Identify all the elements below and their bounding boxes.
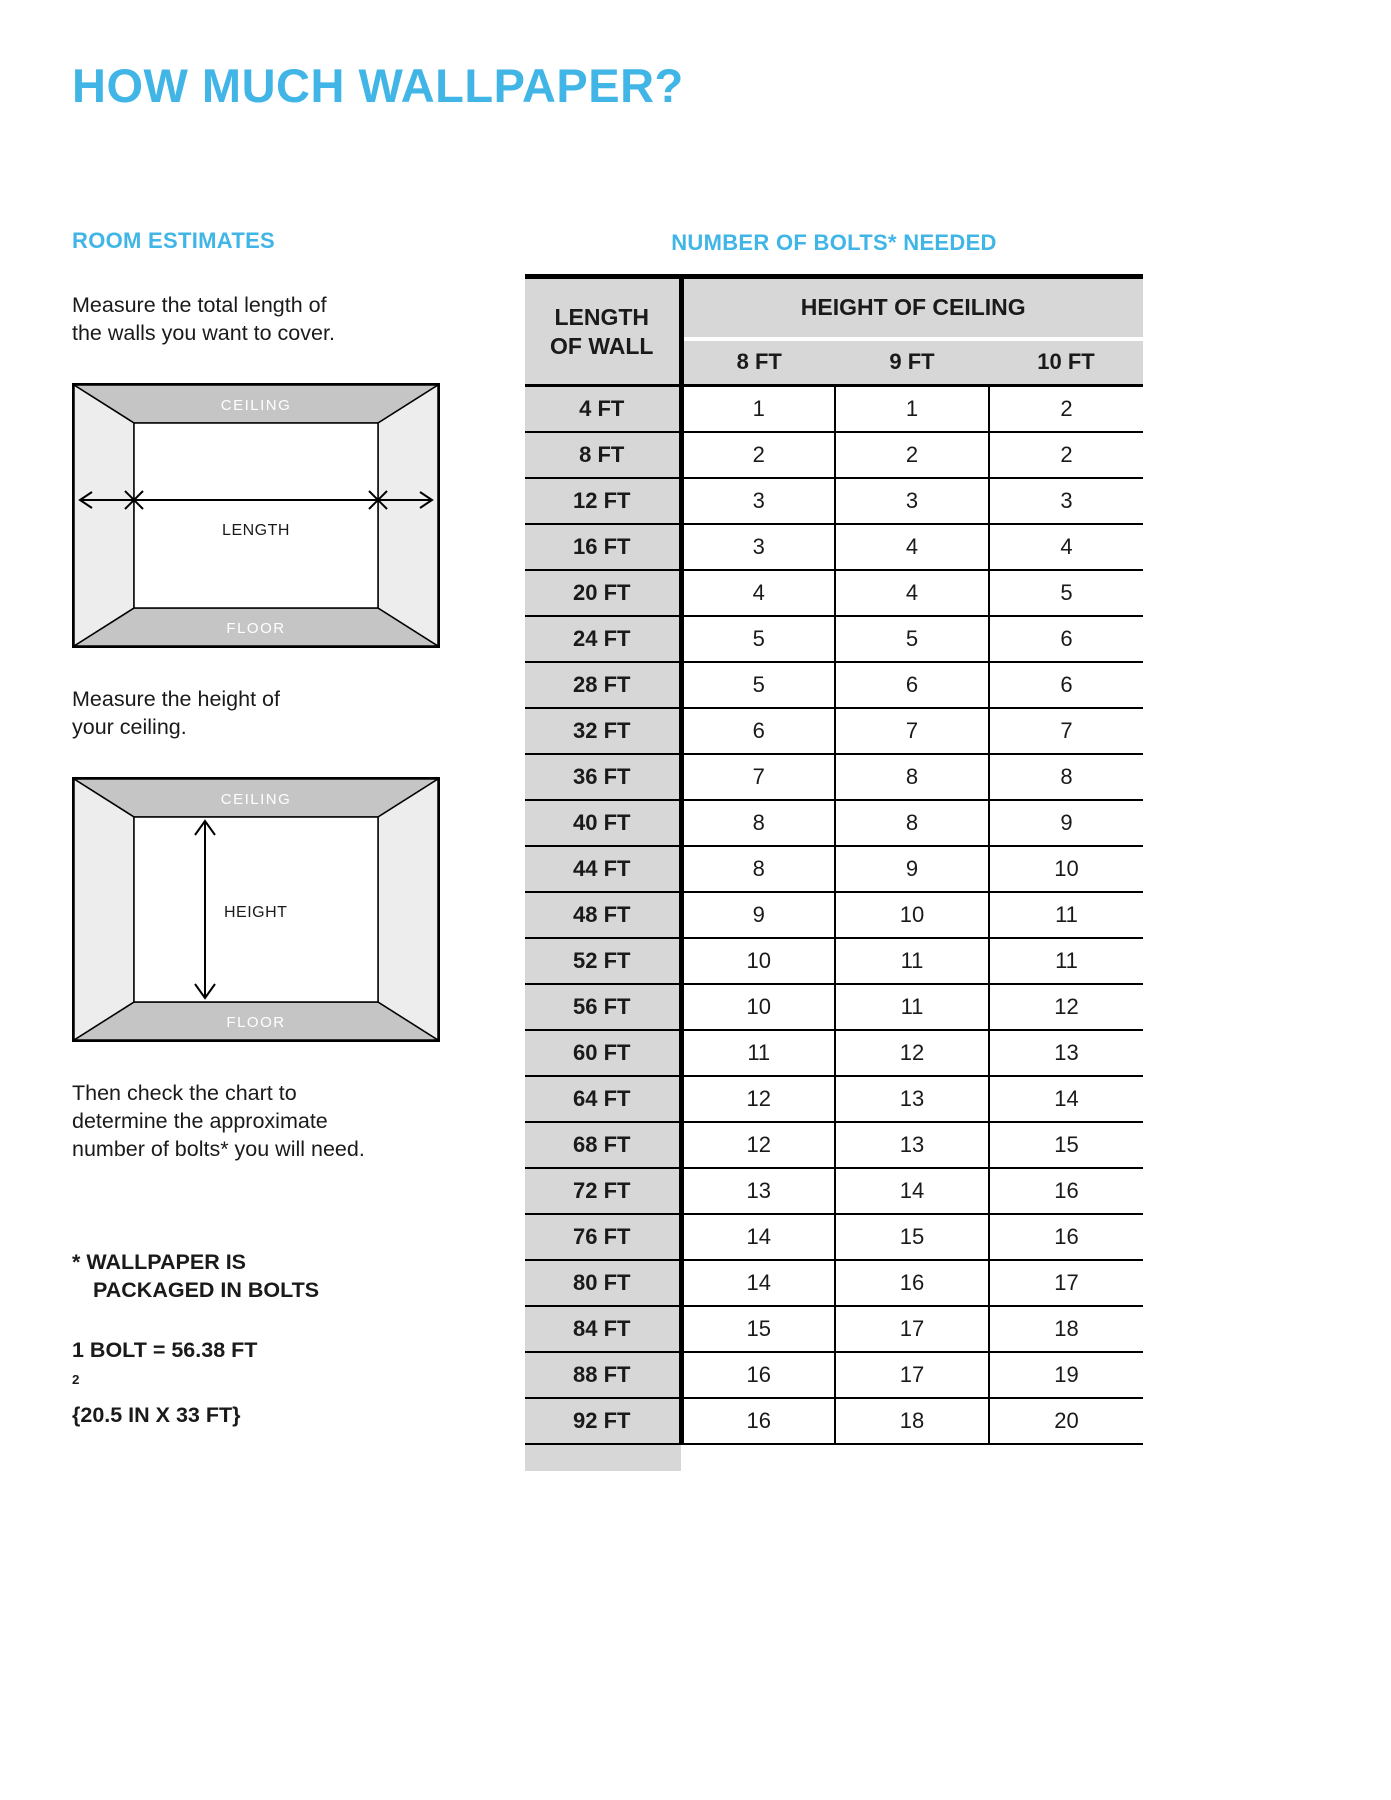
bolts-table-heading: NUMBER OF BOLTS* NEEDED bbox=[671, 230, 997, 255]
height-diagram bbox=[72, 777, 440, 1042]
table-row bbox=[525, 570, 1143, 616]
wall-length-cell: 64 FT bbox=[525, 1076, 681, 1122]
table-row bbox=[525, 1030, 1143, 1076]
bolt-count-cell: 5 bbox=[989, 570, 1143, 616]
table-row bbox=[525, 386, 1143, 432]
bolt-count-cell: 18 bbox=[989, 1306, 1143, 1352]
bolt-count-cell: 14 bbox=[835, 1168, 989, 1214]
text-line: Measure the total length of bbox=[72, 293, 327, 317]
bolt-count-cell: 8 bbox=[681, 846, 835, 892]
bolt-count-cell: 4 bbox=[835, 524, 989, 570]
wall-length-cell: 8 FT bbox=[525, 432, 681, 478]
bolt-count-cell: 4 bbox=[989, 524, 1143, 570]
wall-length-cell: 88 FT bbox=[525, 1352, 681, 1398]
table-row bbox=[525, 1214, 1143, 1260]
text-line: determine the approximate bbox=[72, 1109, 328, 1133]
room-estimates-heading: ROOM ESTIMATES bbox=[72, 228, 276, 253]
bolt-count-cell: 2 bbox=[989, 432, 1143, 478]
bolt-count-cell: 11 bbox=[681, 1030, 835, 1076]
wall-length-cell: 60 FT bbox=[525, 1030, 681, 1076]
header-line: LENGTH bbox=[554, 303, 650, 330]
right-wall bbox=[378, 779, 438, 1040]
bolt-count-cell: 11 bbox=[989, 938, 1143, 984]
bolt-count-cell: 13 bbox=[681, 1168, 835, 1214]
wall-length-cell: 40 FT bbox=[525, 800, 681, 846]
bolt-count-cell: 3 bbox=[835, 478, 989, 524]
length-diagram bbox=[72, 383, 440, 648]
bolt-count-cell: 16 bbox=[989, 1214, 1143, 1260]
text-line: Measure the height of bbox=[72, 687, 280, 711]
wall-length-cell: 32 FT bbox=[525, 708, 681, 754]
bolt-count-cell: 12 bbox=[681, 1076, 835, 1122]
wall-length-cell: 28 FT bbox=[525, 662, 681, 708]
text-line: Then check the chart to bbox=[72, 1081, 297, 1105]
bolt-count-cell: 7 bbox=[989, 708, 1143, 754]
bolt-count-cell: 1 bbox=[681, 386, 835, 432]
wall-length-cell: 20 FT bbox=[525, 570, 681, 616]
bolt-count-cell: 14 bbox=[681, 1260, 835, 1306]
measure-length-text bbox=[72, 291, 472, 347]
text-line: * WALLPAPER IS bbox=[72, 1250, 247, 1274]
bolt-count-cell: 14 bbox=[681, 1214, 835, 1260]
bolt-count-cell: 16 bbox=[989, 1168, 1143, 1214]
table-row bbox=[525, 1306, 1143, 1352]
bolt-count-cell: 12 bbox=[835, 1030, 989, 1076]
bolt-count-cell: 5 bbox=[835, 616, 989, 662]
bolt-count-cell: 3 bbox=[681, 478, 835, 524]
bolt-count-cell: 2 bbox=[835, 432, 989, 478]
bolt-count-cell: 13 bbox=[835, 1122, 989, 1168]
table-row bbox=[525, 938, 1143, 984]
table-row bbox=[525, 846, 1143, 892]
table-row bbox=[525, 478, 1143, 524]
bolt-count-cell: 9 bbox=[989, 800, 1143, 846]
wall-length-cell: 92 FT bbox=[525, 1398, 681, 1444]
header-line: OF WALL bbox=[550, 332, 654, 359]
bolt-count-cell: 17 bbox=[835, 1306, 989, 1352]
bolt-count-cell: 5 bbox=[681, 662, 835, 708]
bolt-count-cell: 8 bbox=[835, 800, 989, 846]
wall-length-cell: 36 FT bbox=[525, 754, 681, 800]
bolt-count-cell: 20 bbox=[989, 1398, 1143, 1444]
room-estimates-section bbox=[72, 228, 472, 1430]
bolt-count-cell: 10 bbox=[989, 846, 1143, 892]
bolt-count-cell: 14 bbox=[989, 1076, 1143, 1122]
floor-label: FLOOR bbox=[226, 620, 286, 637]
bolt-count-cell: 7 bbox=[681, 754, 835, 800]
table-row bbox=[525, 1352, 1143, 1398]
ceiling-8ft-header: 8 FT bbox=[681, 339, 835, 386]
bolts-needed-section bbox=[525, 230, 1143, 1471]
bolt-count-cell: 8 bbox=[835, 754, 989, 800]
wall-length-cell: 12 FT bbox=[525, 478, 681, 524]
bolt-count-cell: 11 bbox=[835, 984, 989, 1030]
length-of-wall-header bbox=[525, 277, 681, 386]
floor-label: FLOOR bbox=[226, 1014, 286, 1031]
bolt-count-cell: 6 bbox=[835, 662, 989, 708]
wall-length-cell: 48 FT bbox=[525, 892, 681, 938]
bolt-count-cell: 9 bbox=[835, 846, 989, 892]
left-wall bbox=[74, 385, 134, 646]
bolt-count-cell: 6 bbox=[989, 616, 1143, 662]
bolt-count-cell: 10 bbox=[681, 984, 835, 1030]
bolt-equation-superscript: 2 bbox=[72, 1372, 80, 1387]
wall-length-cell: 16 FT bbox=[525, 524, 681, 570]
height-label: HEIGHT bbox=[224, 904, 288, 921]
bolt-count-cell: 4 bbox=[681, 570, 835, 616]
bolt-count-cell: 13 bbox=[989, 1030, 1143, 1076]
table-row bbox=[525, 984, 1143, 1030]
bolt-count-cell: 4 bbox=[835, 570, 989, 616]
wall-length-cell: 72 FT bbox=[525, 1168, 681, 1214]
table-row bbox=[525, 754, 1143, 800]
bolt-count-cell: 7 bbox=[835, 708, 989, 754]
bolt-equation bbox=[72, 1335, 472, 1400]
bolt-count-cell: 6 bbox=[989, 662, 1143, 708]
bolt-count-cell: 5 bbox=[681, 616, 835, 662]
bolt-count-cell: 17 bbox=[835, 1352, 989, 1398]
wall-length-cell: 44 FT bbox=[525, 846, 681, 892]
bolt-count-cell: 10 bbox=[835, 892, 989, 938]
table-bottom-stub bbox=[525, 1445, 681, 1471]
wall-length-cell: 80 FT bbox=[525, 1260, 681, 1306]
wall-length-cell: 76 FT bbox=[525, 1214, 681, 1260]
ceiling-9ft-header: 9 FT bbox=[835, 339, 989, 386]
bolt-count-cell: 15 bbox=[681, 1306, 835, 1352]
bolts-table-body bbox=[525, 386, 1143, 1444]
ceiling-label: CEILING bbox=[220, 791, 292, 808]
table-row bbox=[525, 892, 1143, 938]
height-of-ceiling-header: HEIGHT OF CEILING bbox=[681, 277, 1143, 339]
bolt-count-cell: 8 bbox=[681, 800, 835, 846]
bolts-footnote bbox=[72, 1248, 472, 1304]
bolt-count-cell: 15 bbox=[835, 1214, 989, 1260]
bolt-count-cell: 11 bbox=[989, 892, 1143, 938]
wall-length-cell: 56 FT bbox=[525, 984, 681, 1030]
text-line: number of bolts* you will need. bbox=[72, 1137, 365, 1161]
bolt-count-cell: 11 bbox=[835, 938, 989, 984]
bolt-count-cell: 12 bbox=[989, 984, 1143, 1030]
bolt-count-cell: 2 bbox=[681, 432, 835, 478]
table-row bbox=[525, 1076, 1143, 1122]
bolt-count-cell: 6 bbox=[681, 708, 835, 754]
text-line: PACKAGED IN BOLTS bbox=[93, 1278, 320, 1302]
bolt-count-cell: 9 bbox=[681, 892, 835, 938]
table-row bbox=[525, 1122, 1143, 1168]
left-wall bbox=[74, 779, 134, 1040]
wall-length-cell: 52 FT bbox=[525, 938, 681, 984]
bolt-count-cell: 3 bbox=[989, 478, 1143, 524]
bolt-count-cell: 15 bbox=[989, 1122, 1143, 1168]
bolt-dimensions: {20.5 IN X 33 FT} bbox=[72, 1403, 241, 1428]
table-row bbox=[525, 800, 1143, 846]
table-row bbox=[525, 708, 1143, 754]
bolt-count-cell: 17 bbox=[989, 1260, 1143, 1306]
length-label: LENGTH bbox=[222, 522, 290, 539]
table-row bbox=[525, 1398, 1143, 1444]
ceiling-label: CEILING bbox=[220, 397, 292, 414]
page-title: HOW MUCH WALLPAPER? bbox=[72, 59, 684, 112]
table-row bbox=[525, 1260, 1143, 1306]
bolts-table bbox=[525, 274, 1143, 1445]
bolt-count-cell: 13 bbox=[835, 1076, 989, 1122]
ceiling-10ft-header: 10 FT bbox=[989, 339, 1143, 386]
bolt-count-cell: 8 bbox=[989, 754, 1143, 800]
right-wall bbox=[378, 385, 438, 646]
table-row bbox=[525, 524, 1143, 570]
table-header-row bbox=[525, 277, 1143, 339]
check-chart-text bbox=[72, 1079, 472, 1163]
bolt-count-cell: 1 bbox=[835, 386, 989, 432]
wall-length-cell: 4 FT bbox=[525, 386, 681, 432]
bolt-count-cell: 18 bbox=[835, 1398, 989, 1444]
back-wall bbox=[134, 423, 378, 608]
bolt-count-cell: 2 bbox=[989, 386, 1143, 432]
table-row bbox=[525, 432, 1143, 478]
table-row bbox=[525, 1168, 1143, 1214]
bolt-count-cell: 16 bbox=[681, 1398, 835, 1444]
wall-length-cell: 84 FT bbox=[525, 1306, 681, 1352]
bolt-count-cell: 19 bbox=[989, 1352, 1143, 1398]
bolt-count-cell: 12 bbox=[681, 1122, 835, 1168]
bolt-count-cell: 16 bbox=[681, 1352, 835, 1398]
text-line: your ceiling. bbox=[72, 715, 187, 739]
bolt-count-cell: 10 bbox=[681, 938, 835, 984]
bolt-equation-text: 1 BOLT = 56.38 FT bbox=[72, 1338, 258, 1362]
text-line: the walls you want to cover. bbox=[72, 321, 335, 345]
measure-height-text bbox=[72, 685, 472, 741]
wall-length-cell: 24 FT bbox=[525, 616, 681, 662]
table-row bbox=[525, 616, 1143, 662]
bolt-count-cell: 16 bbox=[835, 1260, 989, 1306]
table-row bbox=[525, 662, 1143, 708]
bolt-size-info bbox=[72, 1335, 472, 1430]
bolt-count-cell: 3 bbox=[681, 524, 835, 570]
wall-length-cell: 68 FT bbox=[525, 1122, 681, 1168]
